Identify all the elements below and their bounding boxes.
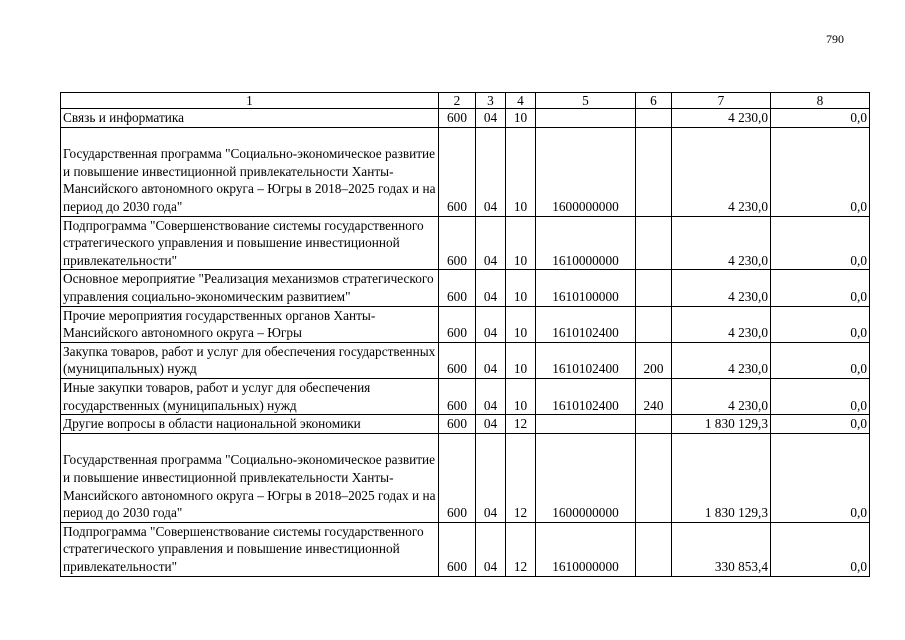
row-col-5: 1610102400: [536, 342, 636, 378]
row-col-6: [636, 270, 672, 306]
row-col-6: [636, 306, 672, 342]
table-row: [61, 433, 870, 522]
row-col-4: 10: [506, 216, 536, 270]
row-name: Прочие мероприятия государственных органов Ханты-Мансийского автономного округа – Югры: [61, 306, 439, 342]
row-col-2: 600: [439, 127, 476, 216]
table-row: [61, 522, 870, 576]
row-name: Закупка товаров, работ и услуг для обеспечения государственных (муниципальных) нужд: [61, 342, 439, 378]
row-col-6: [636, 433, 672, 522]
row-col-5: [536, 109, 636, 128]
row-col-3: 04: [476, 415, 506, 434]
header-col-6: 6: [636, 93, 672, 109]
row-col-4: 10: [506, 270, 536, 306]
row-col-2: 600: [439, 109, 476, 128]
row-col-3: 04: [476, 378, 506, 414]
table-row: [61, 127, 870, 216]
row-col-2: 600: [439, 342, 476, 378]
row-col-6: [636, 522, 672, 576]
row-col-7: 1 830 129,3: [672, 433, 771, 522]
row-col-7: 1 830 129,3: [672, 415, 771, 434]
row-name: Иные закупки товаров, работ и услуг для обеспечения государственных (муниципальных) нужд: [61, 378, 439, 414]
table-row: [61, 342, 870, 378]
row-name: Подпрограмма "Совершенствование системы государственного стратегического управления и повышение инвестиционной привлекательности": [61, 522, 439, 576]
row-col-5: 1600000000: [536, 127, 636, 216]
row-name: Связь и информатика: [61, 109, 439, 128]
table-row: [61, 306, 870, 342]
row-col-8: 0,0: [771, 270, 870, 306]
row-col-2: 600: [439, 522, 476, 576]
row-col-8: 0,0: [771, 415, 870, 434]
row-name: Государственная программа "Социально-экономическое развитие и повышение инвестиционной привлекательности Ханты-Мансийского автономного округа – Югры в 2018–2025 годах и на период до 2030 года": [61, 127, 439, 216]
row-col-2: 600: [439, 306, 476, 342]
row-col-4: 10: [506, 306, 536, 342]
row-name: Подпрограмма "Совершенствование системы государственного стратегического управления и повышение инвестиционной привлекательности": [61, 216, 439, 270]
table-row: [61, 378, 870, 414]
row-col-8: 0,0: [771, 127, 870, 216]
row-col-8: 0,0: [771, 109, 870, 128]
row-col-7: 4 230,0: [672, 378, 771, 414]
table-row: [61, 270, 870, 306]
row-col-5: 1610000000: [536, 522, 636, 576]
row-col-5: 1610102400: [536, 378, 636, 414]
header-col-1: 1: [61, 93, 439, 109]
row-col-7: 4 230,0: [672, 109, 771, 128]
row-col-7: 4 230,0: [672, 127, 771, 216]
budget-table: [60, 92, 870, 577]
row-col-4: 12: [506, 522, 536, 576]
row-col-6: 200: [636, 342, 672, 378]
row-col-3: 04: [476, 342, 506, 378]
row-name: Основное мероприятие "Реализация механизмов стратегического управления социально-экономическим развитием": [61, 270, 439, 306]
row-col-6: [636, 216, 672, 270]
row-col-4: 12: [506, 415, 536, 434]
row-col-6: 240: [636, 378, 672, 414]
row-col-4: 10: [506, 342, 536, 378]
row-col-4: 12: [506, 433, 536, 522]
row-col-3: 04: [476, 433, 506, 522]
row-col-3: 04: [476, 522, 506, 576]
header-col-2: 2: [439, 93, 476, 109]
header-col-4: 4: [506, 93, 536, 109]
row-col-6: [636, 415, 672, 434]
row-name: Другие вопросы в области национальной экономики: [61, 415, 439, 434]
row-col-4: 10: [506, 378, 536, 414]
table-row: [61, 216, 870, 270]
row-col-7: 4 230,0: [672, 270, 771, 306]
row-col-3: 04: [476, 270, 506, 306]
header-col-8: 8: [771, 93, 870, 109]
row-col-8: 0,0: [771, 342, 870, 378]
row-col-8: 0,0: [771, 306, 870, 342]
header-col-5: 5: [536, 93, 636, 109]
row-col-2: 600: [439, 433, 476, 522]
row-col-2: 600: [439, 415, 476, 434]
row-col-8: 0,0: [771, 522, 870, 576]
table-header-row: [61, 93, 870, 109]
row-col-7: 330 853,4: [672, 522, 771, 576]
row-col-8: 0,0: [771, 378, 870, 414]
row-name: Государственная программа "Социально-экономическое развитие и повышение инвестиционной привлекательности Ханты-Мансийского автономного округа – Югры в 2018–2025 годах и на период до 2030 года": [61, 433, 439, 522]
row-col-3: 04: [476, 216, 506, 270]
row-col-2: 600: [439, 270, 476, 306]
row-col-3: 04: [476, 109, 506, 128]
row-col-5: [536, 415, 636, 434]
row-col-5: 1610000000: [536, 216, 636, 270]
row-col-3: 04: [476, 127, 506, 216]
page-number: 790: [826, 32, 844, 46]
header-col-7: 7: [672, 93, 771, 109]
row-col-5: 1600000000: [536, 433, 636, 522]
row-col-4: 10: [506, 127, 536, 216]
row-col-8: 0,0: [771, 433, 870, 522]
table-row: [61, 109, 870, 128]
row-col-3: 04: [476, 306, 506, 342]
row-col-2: 600: [439, 378, 476, 414]
row-col-7: 4 230,0: [672, 216, 771, 270]
row-col-5: 1610102400: [536, 306, 636, 342]
row-col-8: 0,0: [771, 216, 870, 270]
table-row: [61, 415, 870, 434]
row-col-5: 1610100000: [536, 270, 636, 306]
row-col-7: 4 230,0: [672, 342, 771, 378]
row-col-6: [636, 127, 672, 216]
row-col-7: 4 230,0: [672, 306, 771, 342]
row-col-6: [636, 109, 672, 128]
header-col-3: 3: [476, 93, 506, 109]
row-col-2: 600: [439, 216, 476, 270]
row-col-4: 10: [506, 109, 536, 128]
